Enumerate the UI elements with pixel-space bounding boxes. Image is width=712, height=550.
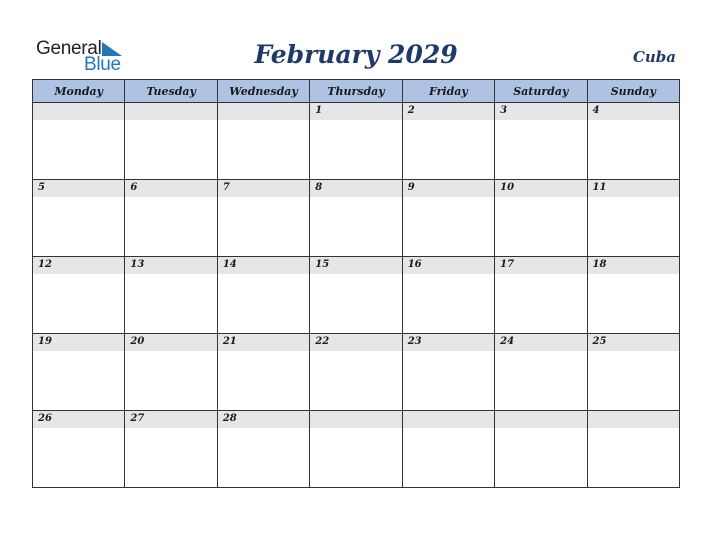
day-number: 22: [315, 336, 330, 347]
calendar-body: [33, 103, 680, 488]
day-number-bar: [310, 334, 401, 351]
day-cell: [33, 103, 125, 180]
day-number-bar: [125, 257, 216, 274]
day-cell: [402, 334, 494, 411]
day-number-bar: [588, 257, 679, 274]
weekday-header-wednesday: Wednesday: [217, 80, 309, 103]
day-cell: [125, 180, 217, 257]
day-number-bar: [125, 334, 216, 351]
day-cell: [495, 257, 587, 334]
day-number-bar: [33, 103, 124, 120]
day-cell: [125, 334, 217, 411]
day-number: 2: [407, 105, 415, 116]
day-cell: [125, 411, 217, 488]
day-cell: [310, 103, 402, 180]
day-number-bar: [310, 411, 401, 428]
day-number: 11: [592, 182, 607, 193]
week-row: [33, 180, 680, 257]
day-cell: [495, 103, 587, 180]
day-number-bar: [588, 103, 679, 120]
day-number: 21: [222, 336, 237, 347]
day-number: 25: [592, 336, 607, 347]
day-number-bar: [310, 103, 401, 120]
day-cell: [402, 257, 494, 334]
day-cell: [587, 257, 679, 334]
weekday-header-monday: Monday: [33, 80, 125, 103]
day-number: 17: [500, 259, 515, 270]
day-number-bar: [588, 180, 679, 197]
day-cell: [310, 334, 402, 411]
day-number-bar: [403, 180, 494, 197]
day-cell: [125, 257, 217, 334]
day-cell: [587, 103, 679, 180]
day-cell: [217, 334, 309, 411]
day-cell: [587, 180, 679, 257]
day-number-bar: [218, 411, 309, 428]
day-number-bar: [33, 411, 124, 428]
weekday-header-sunday: Sunday: [587, 80, 679, 103]
day-number: 12: [38, 259, 52, 270]
day-number: 26: [38, 413, 52, 424]
day-number-bar: [588, 411, 679, 428]
weekday-header-thursday: Thursday: [310, 80, 402, 103]
day-number: 27: [130, 413, 145, 424]
day-number-bar: [33, 180, 124, 197]
day-cell: [587, 411, 679, 488]
day-number-bar: [495, 411, 586, 428]
weekday-header-saturday: Saturday: [495, 80, 587, 103]
day-cell: [310, 180, 402, 257]
day-number-bar: [33, 257, 124, 274]
day-number-bar: [403, 334, 494, 351]
day-number: 7: [222, 182, 230, 193]
day-cell: [587, 334, 679, 411]
day-number-bar: [495, 103, 586, 120]
weekday-header-tuesday: Tuesday: [125, 80, 217, 103]
day-number: 18: [592, 259, 607, 270]
week-row: [33, 334, 680, 411]
day-number-bar: [33, 334, 124, 351]
day-cell: [402, 411, 494, 488]
day-number-bar: [310, 180, 401, 197]
logo-text-general: General: [36, 38, 102, 59]
day-number-bar: [403, 257, 494, 274]
day-number-bar: [218, 257, 309, 274]
day-number-bar: [403, 411, 494, 428]
week-row: [33, 411, 680, 488]
day-number: 10: [500, 182, 515, 193]
day-number: 5: [38, 182, 45, 193]
day-number: 16: [407, 259, 422, 270]
day-cell: [495, 411, 587, 488]
day-number: 28: [222, 413, 237, 424]
day-number-bar: [218, 334, 309, 351]
calendar-title: February 2029: [254, 40, 458, 69]
day-cell: [495, 334, 587, 411]
day-number: 20: [130, 336, 145, 347]
day-number-bar: [403, 103, 494, 120]
day-cell: [33, 180, 125, 257]
day-number: 3: [500, 105, 508, 116]
day-number-bar: [218, 103, 309, 120]
day-number: 6: [130, 182, 138, 193]
day-number: 13: [130, 259, 145, 270]
day-cell: [125, 103, 217, 180]
day-cell: [402, 180, 494, 257]
calendar-grid: [32, 79, 680, 488]
day-cell: [310, 257, 402, 334]
weekday-header-friday: Friday: [402, 80, 494, 103]
day-number: 23: [407, 336, 422, 347]
day-cell: [217, 257, 309, 334]
day-number: 9: [407, 182, 415, 193]
weekday-header-row: [33, 80, 680, 103]
day-number: 24: [500, 336, 515, 347]
day-number: 15: [315, 259, 330, 270]
logo-text-blue: Blue: [84, 54, 121, 75]
day-number: 19: [38, 336, 52, 347]
day-cell: [217, 411, 309, 488]
day-number-bar: [495, 334, 586, 351]
day-cell: [402, 103, 494, 180]
day-number-bar: [125, 411, 216, 428]
day-number-bar: [495, 257, 586, 274]
country-label: Cuba: [632, 48, 676, 66]
day-number-bar: [125, 103, 216, 120]
day-number: 4: [592, 105, 600, 116]
day-number-bar: [125, 180, 216, 197]
day-number: 8: [315, 182, 323, 193]
day-number: 1: [315, 105, 323, 116]
day-cell: [33, 257, 125, 334]
day-number-bar: [310, 257, 401, 274]
day-cell: [495, 180, 587, 257]
day-cell: [217, 103, 309, 180]
week-row: [33, 103, 680, 180]
week-row: [33, 257, 680, 334]
day-number-bar: [588, 334, 679, 351]
day-number-bar: [495, 180, 586, 197]
day-cell: [33, 411, 125, 488]
day-number-bar: [218, 180, 309, 197]
day-number: 14: [222, 259, 237, 270]
day-cell: [217, 180, 309, 257]
day-cell: [310, 411, 402, 488]
day-cell: [33, 334, 125, 411]
